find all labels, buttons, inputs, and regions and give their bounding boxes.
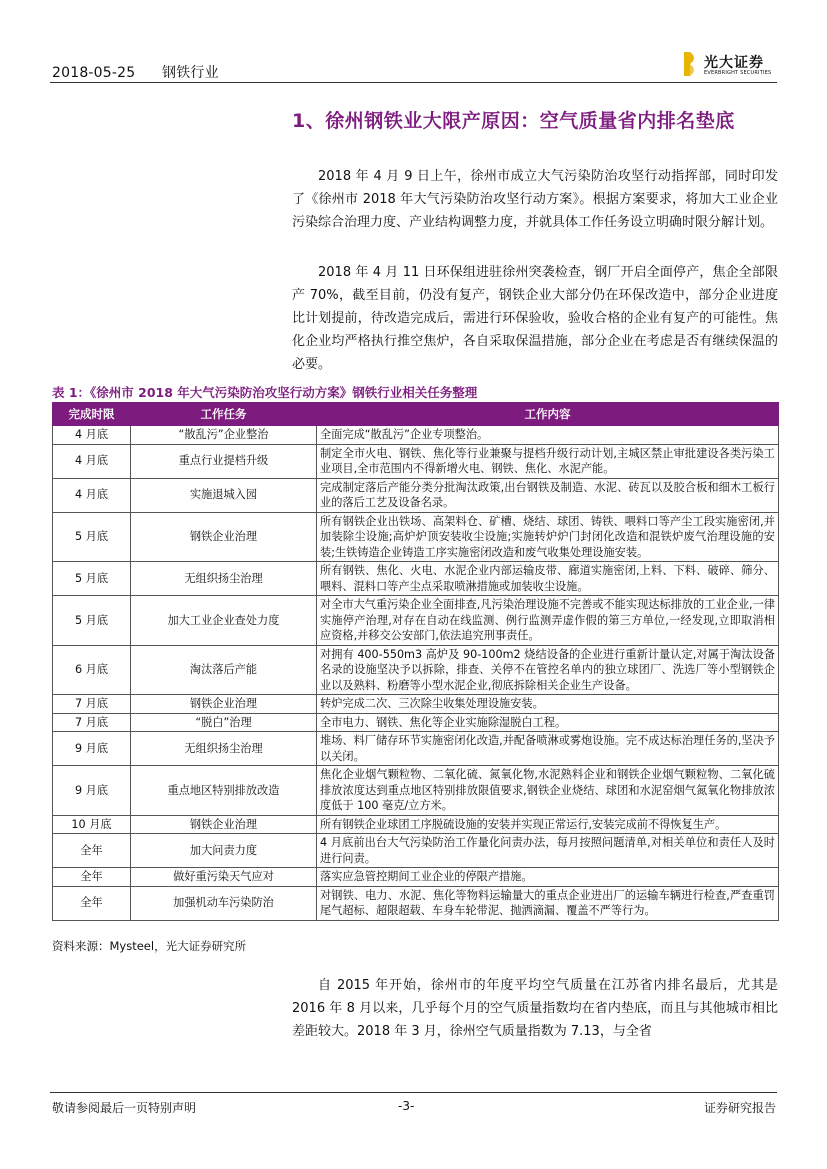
cell-deadline: 9 月底 <box>53 766 131 816</box>
company-logo <box>684 50 784 80</box>
table-row <box>53 444 779 478</box>
cell-content: 焦化企业烟气颗粒物、二氧化硫、氮氧化物,水泥熟料企业和钢铁企业烟气颗粒物、二氧化硫排放浓度达到重点地区特别排放限值要求,钢铁企业烧结、球团和水泥窑烟气氮氧化物排放浓度低于 100 毫克/立方米。 <box>317 766 779 816</box>
table-source: 资料来源：Mysteel，光大证券研究所 <box>52 939 247 953</box>
cell-task: 无组织扬尘治理 <box>131 562 317 596</box>
cell-deadline: 全年 <box>53 868 131 887</box>
cell-task: 重点行业提档升级 <box>131 444 317 478</box>
section-title: 1、徐州钢铁业大限产原因：空气质量省内排名垫底 <box>292 110 735 132</box>
cell-deadline: 7 月底 <box>53 695 131 714</box>
cell-deadline: 5 月底 <box>53 512 131 562</box>
table-row <box>53 766 779 816</box>
cell-content: 对全市大气重污染企业全面排查,凡污染治理设施不完善或不能实现达标排放的工业企业,一律实施停产治理,对存在自动在线监测、例行监测弄虚作假的第三方单位,一经发现,立即取消相应资格,并移交公安部门,依法追究刑事责任。 <box>317 596 779 646</box>
cell-content: 对拥有 400-550m3 高炉及 90-100m2 烧结设备的企业进行重新计量认定,对属于淘汰设备名录的设施坚决予以拆除，排查、关停不在管控名单内的独立球团厂、洗选厂等小型钢铁企业以及熟料、粉磨等小型水泥企业,彻底拆除相关企业生产设备。 <box>317 645 779 695</box>
cell-content: 落实应急管控期间工业企业的停限产措施。 <box>317 868 779 887</box>
logo-subtext: EVERBRIGHT SECURITIES <box>704 70 772 76</box>
cell-deadline: 4 月底 <box>53 426 131 445</box>
cell-deadline: 5 月底 <box>53 596 131 646</box>
cell-content: 所有钢铁、焦化、火电、水泥企业内部运输皮带、廊道实施密闭,上料、下料、破碎、筛分、喂料、混料口等产尘点采取喷淋措施或加装收尘设施。 <box>317 562 779 596</box>
cell-deadline: 6 月底 <box>53 645 131 695</box>
table-row <box>53 834 779 868</box>
table-row <box>53 478 779 512</box>
cell-deadline: 全年 <box>53 834 131 868</box>
table-row <box>53 815 779 834</box>
report-date: 2018-05-25 <box>52 65 136 81</box>
paragraph-3: 自 2015 年开始，徐州市的年度平均空气质量在江苏省内排名最后，尤其是 2016 年 8 月以来，几乎每个月的空气质量指数均在省内垫底，而且与其他城市相比差距较大。2018 年 3 月，徐州空气质量指数为 7.13，与全省 <box>292 978 778 1039</box>
cell-task: 钢铁企业治理 <box>131 695 317 714</box>
table-row <box>53 713 779 732</box>
table-row <box>53 426 779 445</box>
footer-divider <box>50 1092 777 1093</box>
cell-deadline: 4 月底 <box>53 444 131 478</box>
table-body <box>53 426 779 921</box>
cell-content: 制定全市火电、钢铁、焦化等行业兼聚与提档升级行动计划,主城区禁止审批建设各类污染工业项目,全市范围内不得新增火电、钢铁、焦化、水泥产能。 <box>317 444 779 478</box>
cell-deadline: 全年 <box>53 886 131 920</box>
footer-report-type: 证券研究报告 <box>704 1101 777 1115</box>
cell-content: 转炉完成二次、三次除尘收集处理设施安装。 <box>317 695 779 714</box>
logo-mark-icon <box>684 52 698 76</box>
cell-task: 做好重污染天气应对 <box>131 868 317 887</box>
column-header-deadline: 完成时限 <box>53 403 131 426</box>
cell-task: 钢铁企业治理 <box>131 512 317 562</box>
table-row <box>53 868 779 887</box>
table-row <box>53 732 779 766</box>
cell-task: 加强机动车污染防治 <box>131 886 317 920</box>
page-number: -3- <box>398 1099 415 1113</box>
paragraph-1: 2018 年 4 月 9 日上午，徐州市成立大气污染防治攻坚行动指挥部，同时印发了《徐州市 2018 年大气污染防治攻坚行动方案》。根据方案要求，将加大工业企业污染综合治理力度、产业结构调整力度，并就具体工作任务设立明确时限分解计划。 <box>292 169 778 230</box>
column-header-task: 工作任务 <box>131 403 317 426</box>
table-header-row <box>53 403 779 426</box>
cell-deadline: 9 月底 <box>53 732 131 766</box>
cell-task: 淘汰落后产能 <box>131 645 317 695</box>
cell-deadline: 10 月底 <box>53 815 131 834</box>
cell-task: 实施退城入园 <box>131 478 317 512</box>
page-header <box>52 62 241 82</box>
cell-task: 重点地区特别排放改造 <box>131 766 317 816</box>
footer-disclaimer: 敬请参阅最后一页特别声明 <box>52 1101 197 1115</box>
cell-task: “散乱污”企业整治 <box>131 426 317 445</box>
cell-content: 对钢铁、电力、水泥、焦化等物料运输量大的重点企业进出厂的运输车辆进行检查,严查重罚尾气超标、超限超载、车身车轮带泥、抛洒滴漏、覆盖不严等行为。 <box>317 886 779 920</box>
table-row <box>53 512 779 562</box>
paragraph-2: 2018 年 4 月 11 日环保组进驻徐州突袭检查，钢厂开启全面停产，焦企全部限产 70%，截至目前，仍没有复产，钢铁企业大部分仍在环保改造中，部分企业进度比计划提前，待改造完成后，需进行环保验收，验收合格的企业有复产的可能性。焦化企业均严格执行推空焦炉，各自采取保温措施，部分企业在考虑是否有继续保温的必要。 <box>292 265 778 372</box>
column-header-content: 工作内容 <box>317 403 779 426</box>
cell-deadline: 7 月底 <box>53 713 131 732</box>
cell-content: 堆场、料厂储存环节实施密闭化改造,并配备喷淋或雾炮设施。完不成达标治理任务的,坚决予以关闭。 <box>317 732 779 766</box>
table-row <box>53 562 779 596</box>
cell-task: 钢铁企业治理 <box>131 815 317 834</box>
cell-content: 完成制定落后产能分类分批淘汰政策,出台钢铁及制造、水泥、砖瓦以及胶合板和细木工板行业的落后工艺及设备名录。 <box>317 478 779 512</box>
table-row <box>53 645 779 695</box>
table-caption: 表 1：《徐州市 2018 年大气污染防治攻坚行动方案》钢铁行业相关任务整理 <box>52 385 478 400</box>
industry-label: 钢铁行业 <box>162 65 219 81</box>
logo-text: 光大证券 <box>704 55 764 71</box>
cell-task: “脱白”治理 <box>131 713 317 732</box>
cell-task: 加大问责力度 <box>131 834 317 868</box>
cell-content: 所有钢铁企业出铁场、高架料仓、矿槽、烧结、球团、铸铁、喂料口等产尘工段实施密闭,并加装除尘设施;高炉炉顶安装收尘设施;实施转炉炉门封闭化改造和混铁炉废气治理设施的安装;生铁铸造企业铸造工序实施密闭改造和废气收集处理设施安装。 <box>317 512 779 562</box>
cell-deadline: 4 月底 <box>53 478 131 512</box>
cell-content: 全市电力、钢铁、焦化等企业实施除湿脱白工程。 <box>317 713 779 732</box>
cell-task: 加大工业企业查处力度 <box>131 596 317 646</box>
table-row <box>53 695 779 714</box>
cell-deadline: 5 月底 <box>53 562 131 596</box>
cell-content: 全面完成“散乱污”企业专项整治。 <box>317 426 779 445</box>
table-row <box>53 886 779 920</box>
cell-task: 无组织扬尘治理 <box>131 732 317 766</box>
task-table <box>52 402 779 921</box>
header-divider <box>50 82 777 83</box>
table-row <box>53 596 779 646</box>
cell-content: 所有钢铁企业球团工序脱硫设施的安装并实现正常运行,安装完成前不得恢复生产。 <box>317 815 779 834</box>
cell-content: 4 月底前出台大气污染防治工作量化问责办法，每月按照问题清单,对相关单位和责任人及时进行问责。 <box>317 834 779 868</box>
